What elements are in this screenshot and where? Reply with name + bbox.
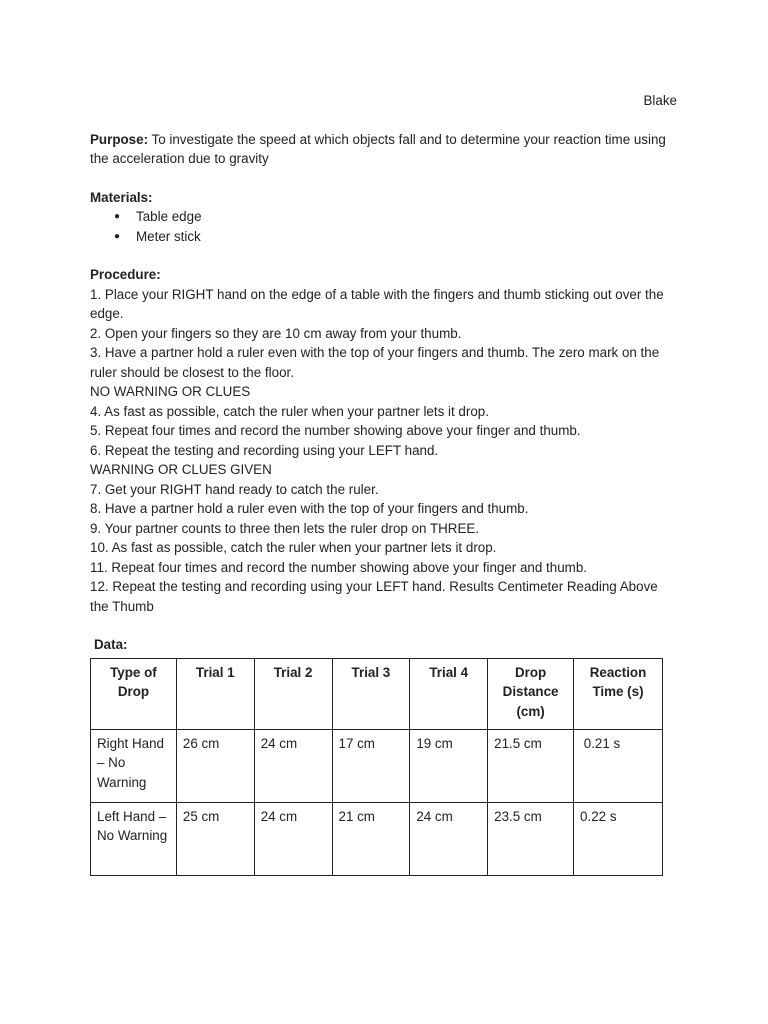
materials-list	[90, 207, 680, 246]
table-cell: 24 cm	[254, 802, 332, 875]
table-row	[91, 802, 663, 875]
bullet-icon: ●	[114, 211, 121, 222]
table-cell: Left Hand – No Warning	[91, 802, 177, 875]
table-cell: 21 cm	[332, 802, 410, 875]
column-header: Reaction Time (s)	[574, 658, 663, 729]
table-cell: 25 cm	[176, 802, 254, 875]
bullet-icon: ●	[114, 230, 121, 242]
procedure-step: 11. Repeat four times and record the number showing above your finger and thumb.	[90, 559, 587, 575]
procedure-subheading: NO WARNING OR CLUES	[90, 384, 251, 399]
procedure-step: 10. As fast as possible, catch the ruler when your partner lets it drop.	[90, 540, 497, 555]
procedure-step: 4. As fast as possible, catch the ruler when your partner lets it drop.	[90, 403, 489, 419]
data-table	[90, 658, 663, 876]
table-cell: 24 cm	[254, 729, 332, 802]
document-page	[90, 91, 680, 876]
procedure-step: 12. Repeat the testing and recording using your LEFT hand. Results Centimeter Reading Above the Thumb	[90, 579, 658, 614]
purpose-paragraph	[90, 130, 680, 169]
purpose-label: Purpose:	[90, 131, 149, 147]
procedure-step: 3. Have a partner hold a ruler even with the top of your fingers and thumb. The zero mark on the ruler should be closest to the floor.	[90, 345, 660, 380]
table-cell: 0.21 s	[574, 729, 663, 802]
purpose-text: To investigate the speed at which objects fall and to determine your reaction time using the acceleration due to gravity	[90, 131, 666, 166]
table-row	[91, 729, 663, 802]
procedure-subheading: WARNING OR CLUES GIVEN	[90, 462, 272, 477]
list-item: ● Table edge	[90, 207, 680, 227]
procedure-step: 1. Place your RIGHT hand on the edge of a table with the fingers and thumb sticking out over the edge.	[90, 286, 664, 321]
column-header: Drop Distance (cm)	[488, 658, 574, 729]
data-label: Data:	[94, 637, 128, 652]
procedure-label: Procedure:	[90, 267, 161, 282]
procedure-steps	[90, 285, 680, 617]
materials-label: Materials:	[90, 189, 153, 205]
table-cell: 0.22 s	[574, 802, 663, 875]
procedure-step: 7. Get your RIGHT hand ready to catch the ruler.	[90, 481, 379, 497]
table-cell: 26 cm	[176, 729, 254, 802]
table-cell: 17 cm	[332, 729, 410, 802]
procedure-step: 2. Open your fingers so they are 10 cm away from your thumb.	[90, 325, 462, 341]
table-cell: 24 cm	[410, 802, 488, 875]
author-name: Blake	[643, 93, 677, 108]
table-cell: 19 cm	[410, 729, 488, 802]
table-cell: 21.5 cm	[488, 729, 574, 802]
procedure-step: 8. Have a partner hold a ruler even with the top of your fingers and thumb.	[90, 501, 529, 516]
column-header: Trial 3	[332, 658, 410, 729]
table-cell: Right Hand – No Warning	[91, 729, 177, 802]
table-cell: 23.5 cm	[488, 802, 574, 875]
column-header: Trial 4	[410, 658, 488, 729]
list-item: ● Meter stick	[90, 227, 680, 247]
column-header: Trial 2	[254, 658, 332, 729]
column-header: Type of Drop	[91, 658, 177, 729]
procedure-step: 9. Your partner counts to three then lets the ruler drop on THREE.	[90, 520, 480, 536]
table-header-row	[91, 658, 663, 729]
procedure-step: 6. Repeat the testing and recording using your LEFT hand.	[90, 442, 439, 458]
procedure-step: 5. Repeat four times and record the number showing above your finger and thumb.	[90, 423, 581, 438]
column-header: Trial 1	[176, 658, 254, 729]
